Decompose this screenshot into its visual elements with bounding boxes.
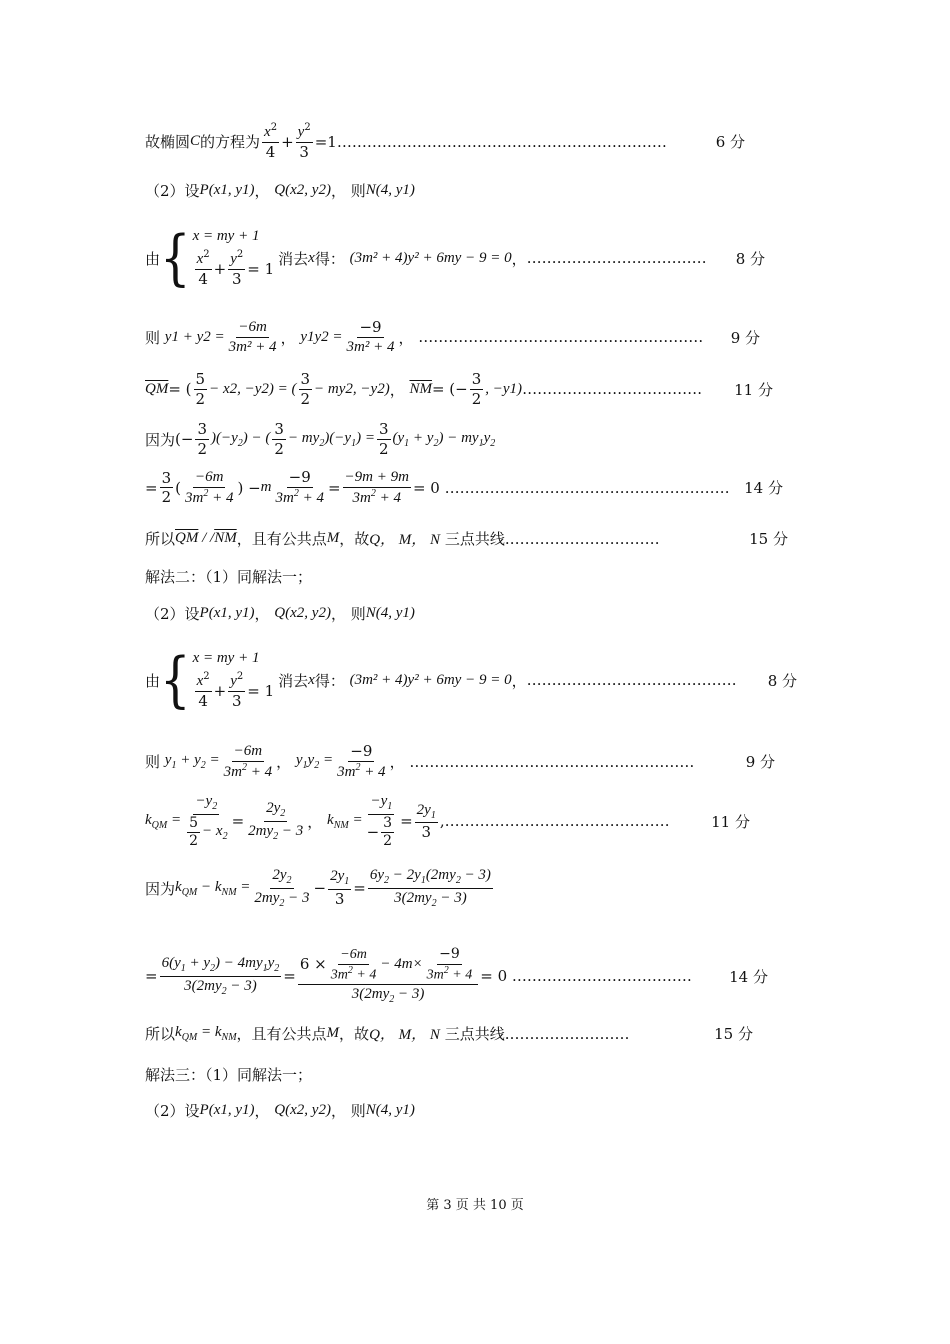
- dots: ……………………………………: [526, 671, 737, 690]
- score: 9 分: [730, 328, 760, 347]
- point-m: M: [326, 1025, 340, 1041]
- vector-nm: $\overline{NM}$: [409, 380, 432, 397]
- setup-line-3: （2）设 P(x1, y1) ， Q(x2, y2) ， 则 N(4, y1): [145, 1102, 415, 1120]
- text: − x2, −y2) = (: [209, 380, 297, 397]
- text: 三点共线.: [444, 1025, 510, 1043]
- text: 所以: [145, 530, 176, 548]
- var-x: x: [308, 249, 315, 266]
- compute-line-2: = $\frac{6(y_1 + y_2) - 4my_1y_2}{3(2my_2 - 3)}$ = 6 × $\frac{-6m}{3m^2 + 4}$ − 4m× $\frac{-9}{3m^2 + 4}$ $3(2my_2 - 3)$ = 0 ……………………………… 14 分: [145, 946, 768, 1005]
- text: 解法三：（1）同解法一；: [145, 1066, 313, 1084]
- text: 因为: [145, 879, 176, 898]
- var-x: x: [308, 671, 315, 688]
- system: x = my + 1 $\frac{x^2}{4}$ + $\frac{y^2}{3}$ = 1: [192, 650, 275, 710]
- quadratic: (3m² + 4)y² + 6my − 9 = 0: [349, 249, 512, 266]
- text: 由: [145, 249, 161, 268]
- score: 11 分: [734, 380, 773, 399]
- text: ，且有公共点: [236, 1025, 327, 1043]
- vector-qm: $\overline{QM}$: [145, 380, 169, 397]
- score: 11 分: [711, 812, 750, 831]
- text: = (: [168, 380, 192, 399]
- text: ，故: [339, 530, 370, 548]
- score: 15 分: [714, 1025, 753, 1043]
- dots: …………………………: [509, 529, 660, 548]
- dots: ……………………: [509, 1024, 630, 1043]
- text: 因为: [145, 430, 176, 449]
- score: 6 分: [715, 133, 745, 152]
- text: 则: [145, 753, 161, 772]
- point-p: P(x1, y1): [199, 605, 255, 621]
- compute-line: = $\frac{3}{2}$ ( $\frac{-6m}{3m^2 + 4}$ ) − m $\frac{-9}{3m^2 + 4}$ = $\frac{-9m + 9m}{3m^2 + 4}$ = 0 ………………………………………………… 14 分: [145, 468, 783, 507]
- point-q: Q(x2, y2): [274, 182, 331, 198]
- point-q: Q(x2, y2): [274, 1102, 331, 1118]
- text: 三点共线.: [444, 530, 510, 548]
- text: 故椭圆: [145, 133, 191, 152]
- system-line: 由 { x = my + 1 $\frac{x^2}{4}$ + $\frac{y^2}{3}$ = 1 消去 x 得： (3m² + 4)y² + 6my − 9 = 0 ， ……………………………… 8 分: [145, 223, 765, 294]
- brace: {: [160, 223, 191, 294]
- conclusion-line-2: 所以 $k_{QM} = k_{NM}$ ，且有公共点 M ，故 Q， M， N 三点共线. …………………… 15 分: [145, 1024, 753, 1043]
- text: = (−: [431, 380, 468, 399]
- vector-line: $\overline{QM}$ = ( $\frac{5}{2}$ − x2, −y2) = ( $\frac{3}{2}$ − my2, −y2) ， $\overline{NM}$ = (− $\frac{3}{2}$ , −y1) ……………………………… 11 分: [145, 370, 773, 408]
- quadratic: (3m² + 4)y² + 6my − 9 = 0: [349, 671, 512, 688]
- points: Q， M， N: [369, 1027, 440, 1043]
- text: 解法二：（1）同解法一；: [145, 568, 313, 586]
- text: 消去: [278, 671, 309, 690]
- score: 14 分: [744, 479, 783, 498]
- text: 则: [350, 1102, 366, 1120]
- point-n: N(4, y1): [365, 605, 415, 621]
- text: , −y1): [485, 380, 523, 397]
- fraction: $\frac{y^2}{3}$: [297, 122, 311, 161]
- because-line-2: 因为 $k_{QM} - k_{NM}$ = $\frac{2y_2}{2my_2 - 3}$ − $\frac{2y_1}{3}$ = $\frac{6y_2 - 2y_1(2my_2 - 3)}{3(2my_2 - 3)}$: [145, 867, 491, 909]
- text: 则: [145, 328, 161, 347]
- text: （2）设: [145, 182, 200, 200]
- point-p: P(x1, y1): [199, 182, 255, 198]
- vieta-line-2: 则 $y_1 + y_2$ = $\frac{-6m}{3m^2 + 4}$ ， $y_1y_2$ = $\frac{-9}{3m^2 + 4}$ ， ………………………………………………… 9 分: [145, 742, 775, 780]
- brace: {: [160, 645, 191, 716]
- system-line-2: 由 { x = my + 1 $\frac{x^2}{4}$ + $\frac{y^2}{3}$ = 1 消去 x 得： (3m² + 4)y² + 6my − 9 = 0 ， …………………………………… 8 分: [145, 645, 797, 716]
- var-c: C: [190, 133, 201, 150]
- score: 8 分: [767, 671, 797, 690]
- conclusion-line: 所以 $\overline{QM} / /\overline{NM}$ ，且有公共点 M ，故 Q， M， N 三点共线. ………………………… 15 分: [145, 529, 788, 548]
- text: 则: [350, 605, 366, 623]
- method-two-heading: [145, 566, 312, 587]
- point-p: P(x1, y1): [199, 1102, 255, 1118]
- slope-line: $k_{QM}$ = $-y_2$ $\frac{5}{2}$ − $x_2$ = $\frac{2y_2}{2my_2 - 3}$ ， $k_{NM}$ = $-y_1$ − $\frac{3}{2}$ = $\frac{2y_1}{3}$ , ……………………………………… 11 分: [145, 793, 750, 849]
- score: 14 分: [729, 967, 768, 986]
- setup-line: （2）设 P(x1, y1) ， Q(x2, y2) ， 则 N(4, y1): [145, 182, 415, 200]
- score: 15 分: [749, 530, 788, 548]
- dots: ………………………………: [511, 967, 692, 986]
- text: 消去: [278, 249, 309, 268]
- vieta-line: 则 y1 + y2 = $\frac{-6m}{\text{3m² + 4}}$ ， y1y2 = $\frac{-9}{\text{3m² + 4}}$ ， ………………………………………………… 9 分: [145, 318, 760, 355]
- points: Q， M， N: [369, 532, 441, 548]
- score: 9 分: [745, 753, 775, 772]
- text: − my2, −y2): [314, 380, 390, 397]
- dots: …………………………………………………: [409, 752, 695, 771]
- text: 得：: [314, 249, 345, 268]
- point-q: Q(x2, y2): [274, 605, 331, 621]
- ellipse-equation-line: 故椭圆 C 的方程为 $\frac{x^2}{4}$ + $\frac{y^2}{3}$ =1 ………………………………………………………… 6 分: [145, 122, 745, 161]
- system: x = my + 1 $\frac{x^2}{4}$ + $\frac{y^2}{3}$ = 1: [192, 228, 275, 288]
- point-m: M: [326, 530, 340, 546]
- dots: …………………………………………………………: [336, 132, 667, 151]
- dots: ………………………………………: [444, 812, 670, 831]
- text: （2）设: [145, 605, 200, 623]
- text: 的方程为: [200, 133, 261, 152]
- text: 由: [145, 671, 161, 690]
- text: 则: [350, 182, 366, 200]
- product-label: y1y2 =: [300, 328, 343, 345]
- page-footer: 第 3 页 共 10 页: [426, 1198, 524, 1213]
- text: ，故: [339, 1025, 370, 1043]
- dots: ………………………………: [526, 249, 707, 268]
- point-n: N(4, y1): [365, 182, 415, 198]
- fraction: $\frac{x^2}{4}$: [264, 122, 278, 161]
- method-three-heading: [145, 1064, 312, 1085]
- fraction: $\frac{-6m}{\text{3m² + 4}}$: [228, 319, 277, 355]
- eq-line: x = my + 1: [192, 650, 260, 666]
- sum-label: y1 + y2 =: [164, 328, 225, 345]
- fraction: $\frac{-9}{\text{3m² + 4}}$: [346, 318, 395, 355]
- text: ，且有公共点: [236, 530, 327, 548]
- text: （2）设: [145, 1102, 200, 1120]
- dots: …………………………………………………: [444, 478, 730, 497]
- eq-line: x = my + 1: [192, 228, 260, 244]
- dots: ………………………………: [522, 380, 703, 399]
- dots: …………………………………………………: [418, 328, 704, 347]
- equals-one: =1: [314, 132, 337, 151]
- because-line: 因为 (− $\frac{3}{2}$ )$(-y_2)$ − ( $\frac{3}{2}$ − $my_2)(-y_1)$ = $\frac{3}{2}$ $(y_1 + y_2) - my_1y_2$: [145, 420, 496, 458]
- setup-line-2: （2）设 P(x1, y1) ， Q(x2, y2) ， 则 N(4, y1): [145, 605, 415, 623]
- text: 得：: [314, 671, 345, 690]
- point-n: N(4, y1): [365, 1102, 415, 1118]
- score: 8 分: [735, 249, 765, 268]
- text: 所以: [145, 1025, 176, 1043]
